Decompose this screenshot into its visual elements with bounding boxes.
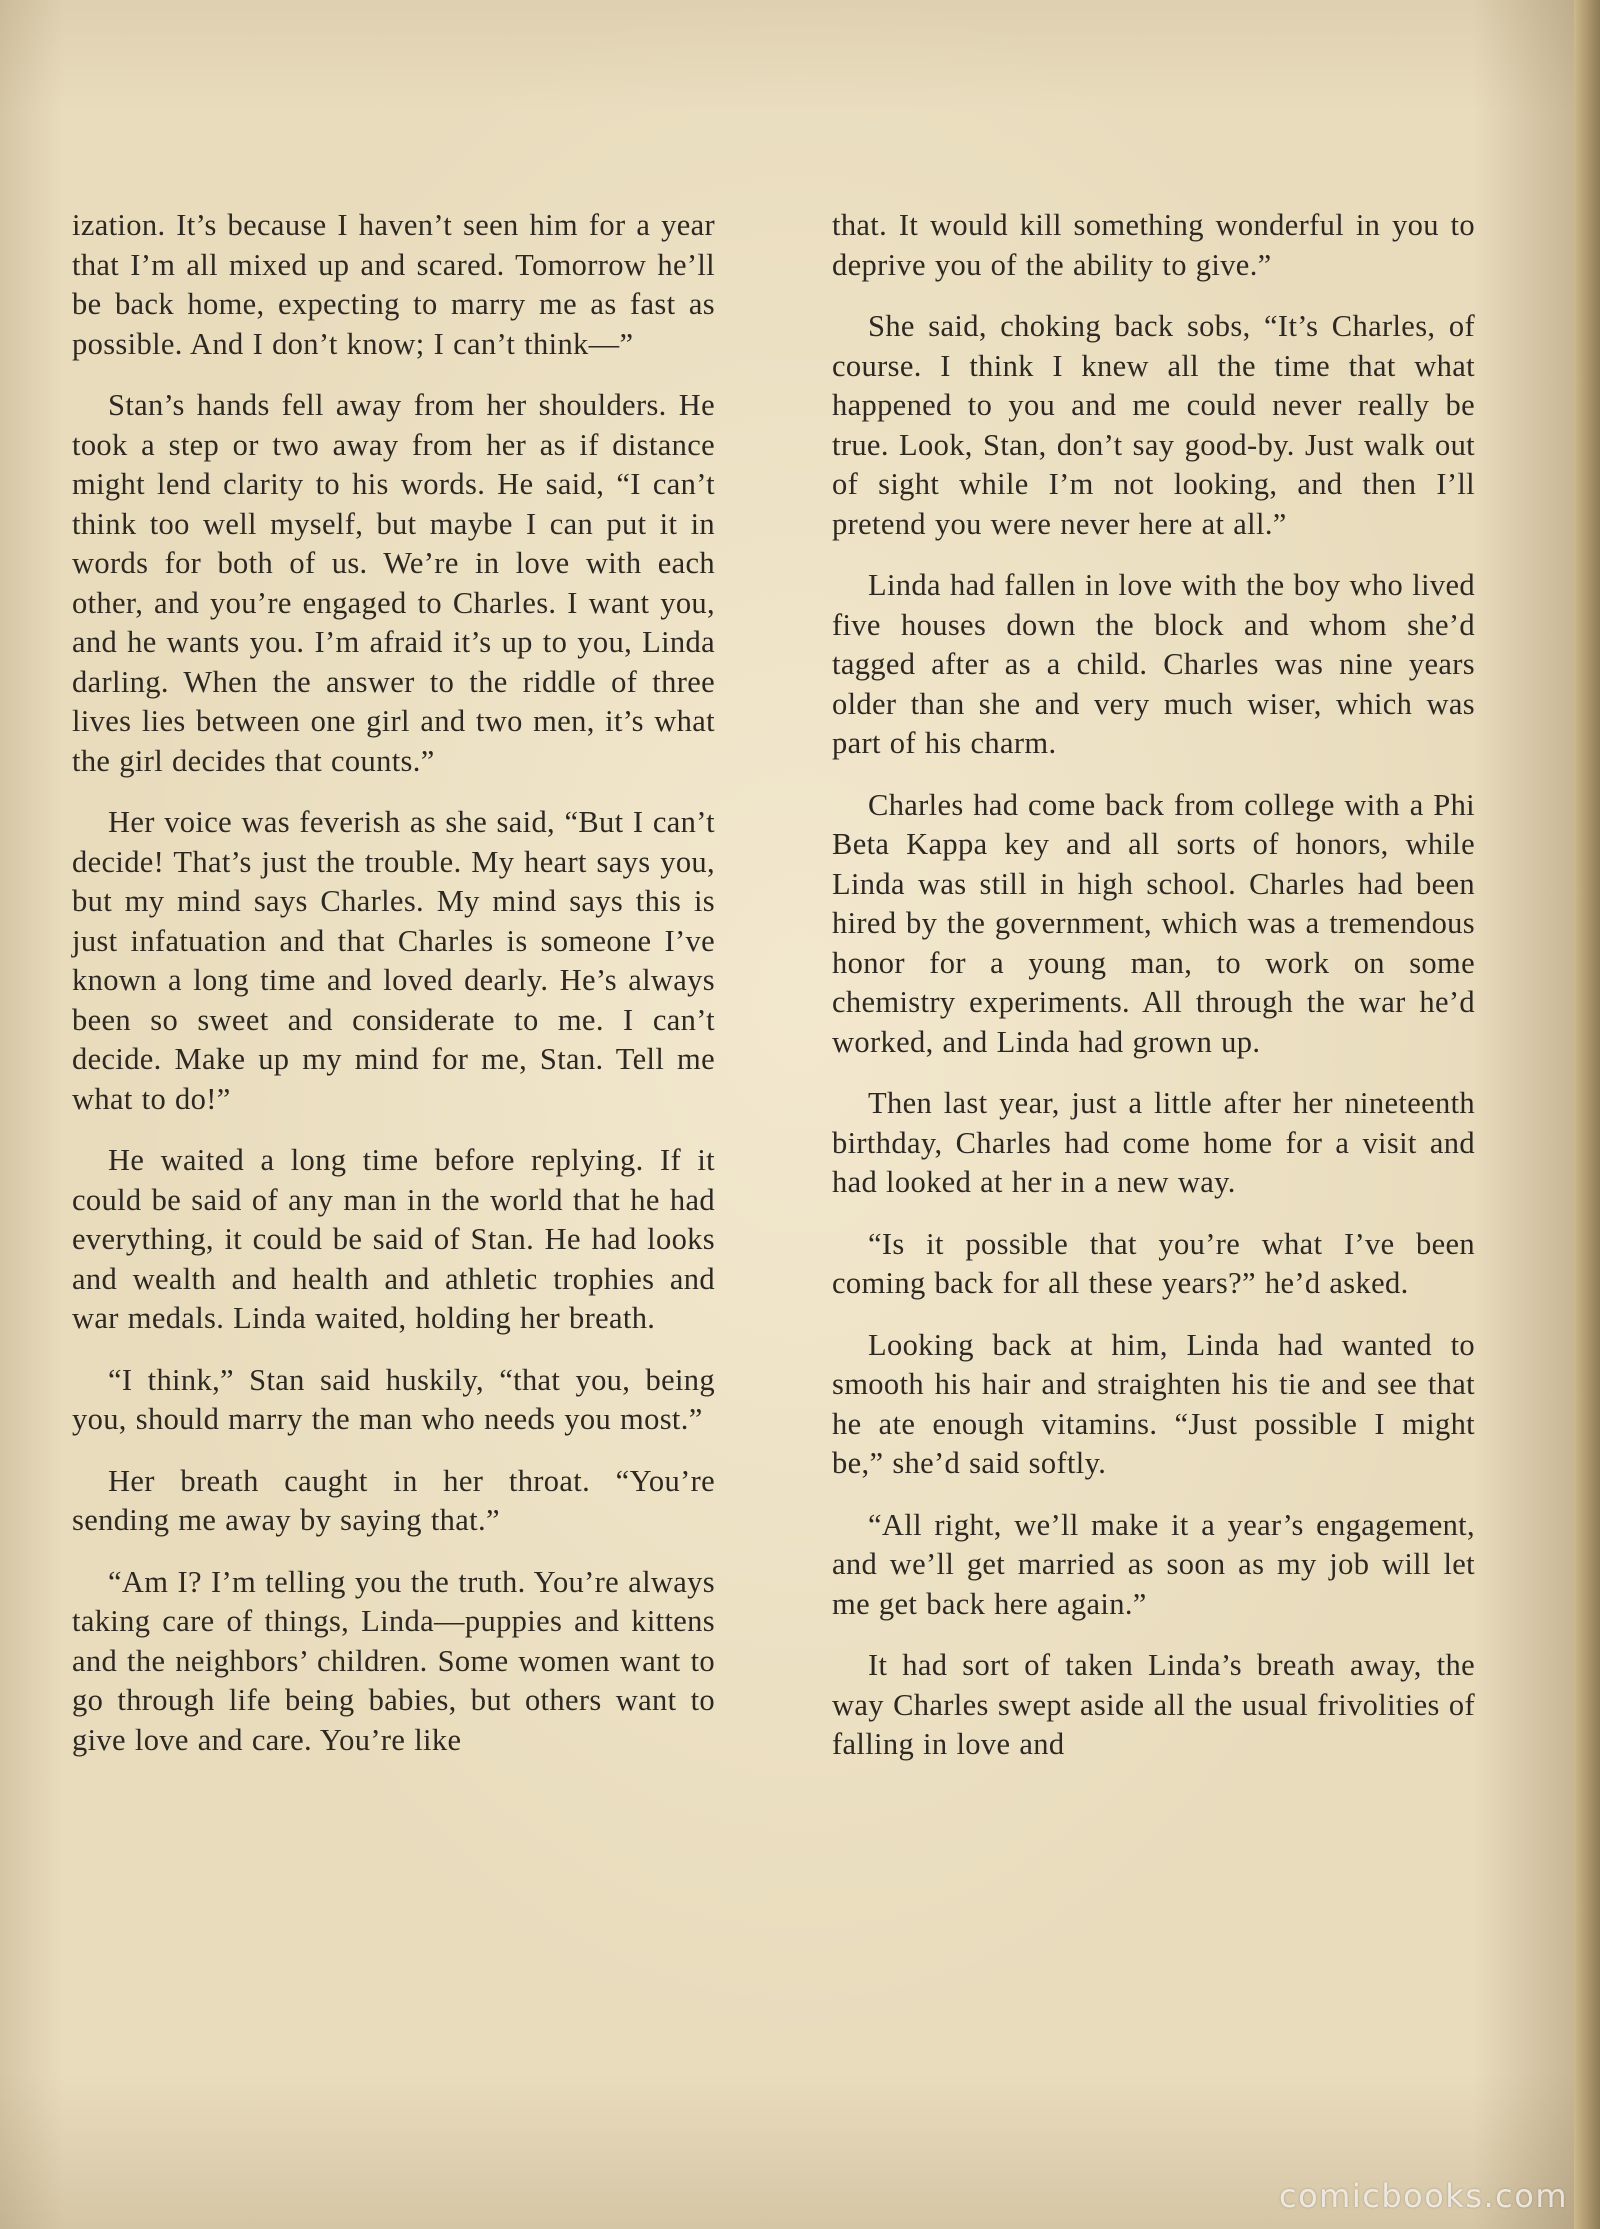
paragraph: She said, choking back sobs, “It’s Charles, of course. I think I knew all the time that what happened to you and me could never really be true. Look, Stan, don’t say good-by. Just walk out of sight while I’m not looking, and then I’ll pretend you were never here at all.”: [832, 309, 1475, 541]
paragraph: Linda had fallen in love with the boy who lived five houses down the block and whom she’d tagged after as a child. Charles was nine years older than she and very much wiser, which was part of his charm.: [832, 568, 1475, 760]
paragraph: Charles had come back from college with a Phi Beta Kappa key and all sorts of honors, while Linda was still in high school. Charles had been hired by the government, which was a tremendous honor for a young man, to work on some chemistry experiments. All through the war he’d worked, and Linda had grown up.: [832, 787, 1475, 1059]
paragraph: It had sort of taken Linda’s breath away, the way Charles swept aside all the usual frivolities of falling in love and: [832, 1648, 1475, 1761]
paragraph: “All right, we’ll make it a year’s engagement, and we’ll get married as soon as my job will let me get back here again.”: [832, 1507, 1475, 1621]
paragraph: He waited a long time before replying. If it could be said of any man in the world that he had everything, it could be said of Stan. He had looks and wealth and health and athletic trophies and war medals. Linda waited, holding her breath.: [72, 1143, 715, 1335]
paragraph: Her breath caught in her throat. “You’re sending me away by saying that.”: [72, 1463, 715, 1537]
paragraph: “I think,” Stan said huskily, “that you, being you, should marry the man who needs you most.”: [72, 1362, 715, 1436]
paragraph: ization. It’s because I haven’t seen him for a year that I’m all mixed up and scared. Tomorrow he’ll be back home, expecting to marry me as fast as possible. And I don’t know; I can’t think—”: [72, 208, 715, 361]
watermark: comicbooks.com: [1278, 2177, 1568, 2215]
paragraph: that. It would kill something wonderful in you to deprive you of the ability to give.”: [832, 208, 1475, 282]
paragraph: “Is it possible that you’re what I’ve been coming back for all these years?” he’d asked.: [832, 1226, 1475, 1300]
paragraph: “Am I? I’m telling you the truth. You’re always taking care of things, Linda—puppies and kittens and the neighbors’ children. Some women want to go through life being babies, but others want to give love and care. You’re like: [72, 1564, 715, 1757]
paragraph: Then last year, just a little after her nineteenth birthday, Charles had come home for a visit and had looked at her in a new way.: [832, 1086, 1475, 1199]
paragraph: Her voice was feverish as she said, “But I can’t decide! That’s just the trouble. My heart says you, but my mind says Charles. My mind says this is just infatuation and that Charles is someone I’ve known a long time and loved dearly. He’s always been so sweet and considerate to me. I can’t decide. Make up my mind for me, Stan. Tell me what to do!”: [72, 805, 715, 1116]
page-edge: [1574, 0, 1600, 2229]
paragraph: Looking back at him, Linda had wanted to smooth his hair and straighten his tie and see that he ate enough vitamins. “Just possible I might be,” she’d said softly.: [832, 1327, 1475, 1480]
left-column: [72, 206, 715, 1782]
paragraph: Stan’s hands fell away from her shoulders. He took a step or two away from her as if distance might lend clarity to his words. He said, “I can’t think too well myself, but maybe I can put it in words for both of us. We’re in love with each other, and you’re engaged to Charles. I want you, and he wants you. I’m afraid it’s up to you, Linda darling. When the answer to the riddle of three lives lies between one girl and two men, it’s what the girl decides that counts.”: [72, 388, 715, 778]
right-column: [832, 206, 1475, 1787]
